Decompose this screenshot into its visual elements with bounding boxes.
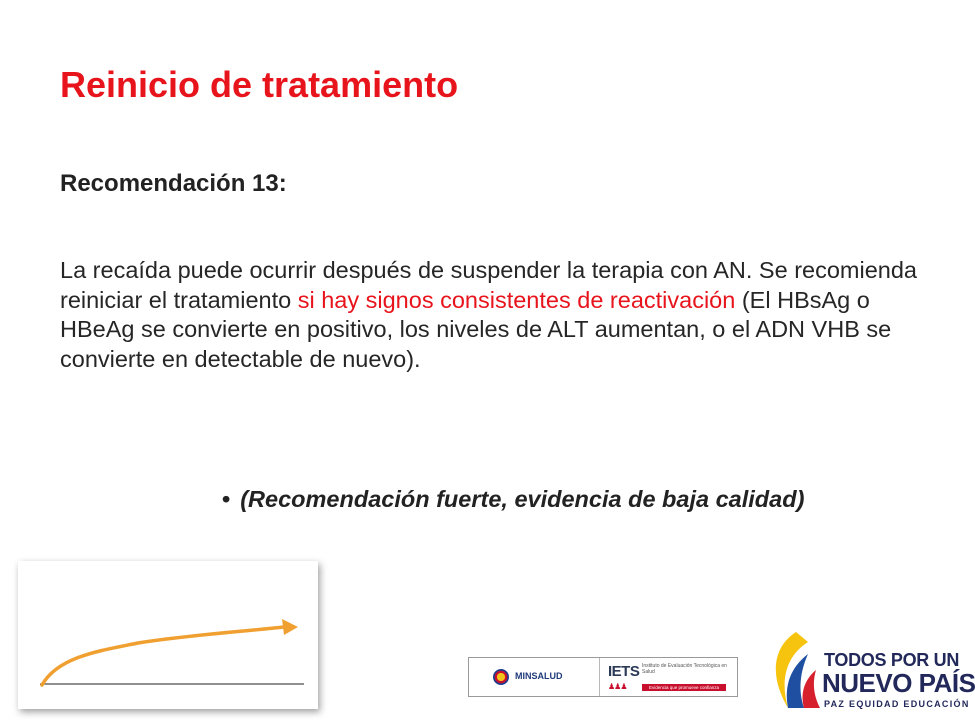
todos-por-un-nuevo-pais-logo [766,628,975,714]
recommendation-text-part2: (El HBsAg o HBeAg se convierte en positivo, los niveles de ALT aumentan, o el ADN VHB se convierte en detectable de nuevo). [60,286,892,372]
coat-of-arms-icon [493,669,509,685]
tpu-line1: TODOS POR UN [824,650,960,670]
trend-curve [42,627,284,685]
iets-description: Instituto de Evaluación Tecnológica en Salud [642,663,727,675]
institutional-logos [468,657,738,697]
iets-tagline: Evidencia que promueve confianza [642,684,726,691]
tpu-line3: PAZ EQUIDAD EDUCACIÓN [824,699,970,709]
iets-logo [600,658,737,696]
recommendation-heading: Recomendación 13: [60,170,287,197]
bullet-icon: • [222,486,231,512]
recommendation-strength-label: (Recomendación fuerte, evidencia de baja calidad) [240,486,805,512]
iets-wordmark: IETS [608,663,640,680]
recommendation-strength [222,486,804,513]
recommendation-text [60,256,920,374]
rising-trend-graphic [18,561,318,709]
arrow-head-icon [282,619,298,635]
flag-swoosh-icon [766,628,826,714]
minsalud-label: MINSALUD [515,671,563,681]
trend-illustration [18,561,318,709]
recommendation-highlight: si hay signos consistentes de reactivación [297,286,736,313]
people-icon: ♟♟♟ [608,682,627,691]
recommendation-text-part1: La recaída puede ocurrir después de suspender la terapia con AN. Se recomienda reiniciar el tratamiento [60,257,917,313]
slide-title: Reinicio de tratamiento [60,64,459,105]
tpu-line2: NUEVO PAÍS [822,668,975,698]
minsalud-logo [469,658,600,696]
